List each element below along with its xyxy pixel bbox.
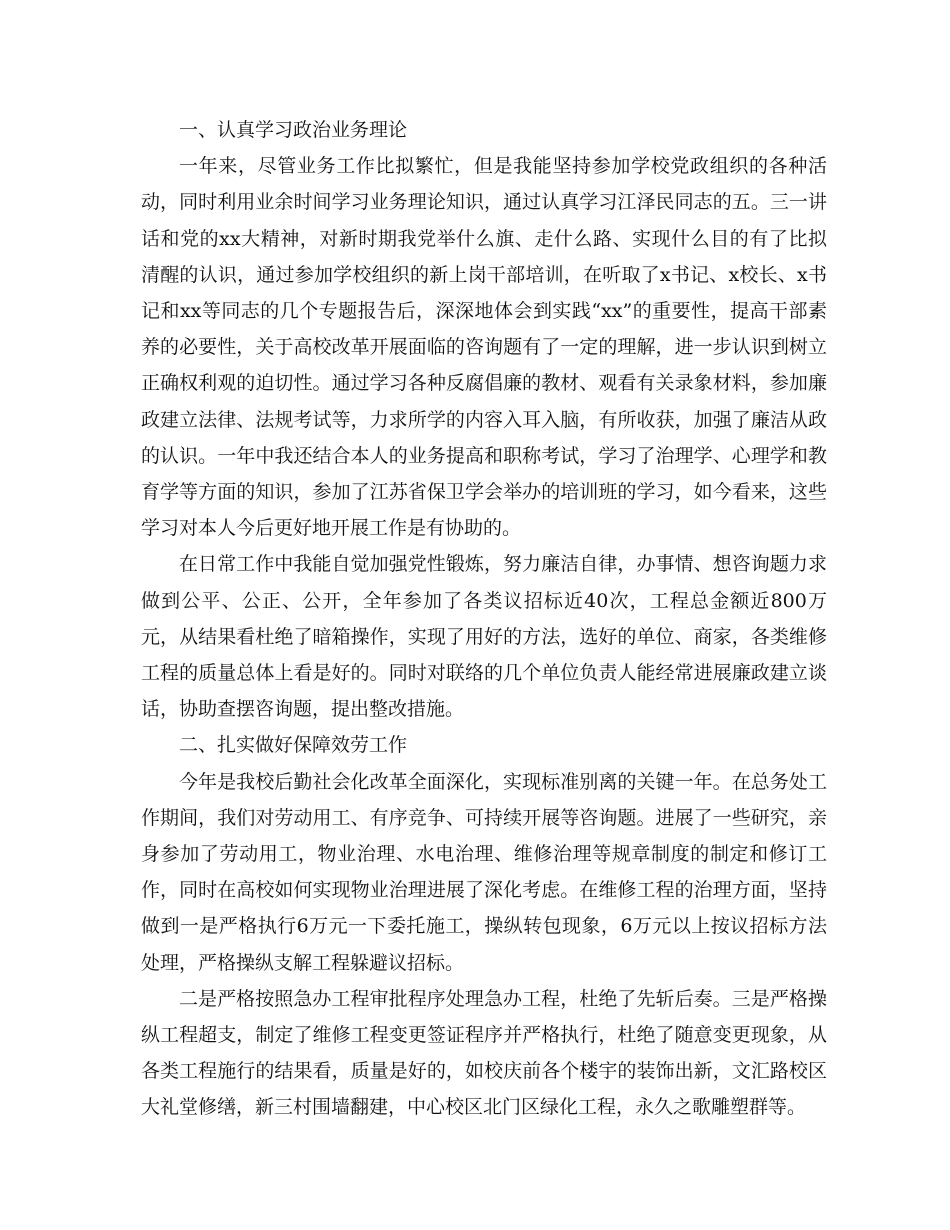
- body-paragraph: 二是严格按照急办工程审批程序处理急办工程，杜绝了先斩后奏。三是严格操纵工程超支，制定了维修工程变更签证程序并严格执行，杜绝了随意变更现象，从各类工程施行的结果看，质量是好的，如校庆前各个楼宇的装饰出新，文汇路校区大礼堂修缮，新三村围墙翻建，中心校区北门区绿化工程，永久之歌雕塑群等。: [141, 987, 827, 1119]
- section-heading-1: 一、认真学习政治业务理论: [179, 119, 408, 141]
- document-body: [141, 112, 827, 1126]
- body-paragraph: 一年来，尽管业务工作比拟繁忙，但是我能坚持参加学校党政组织的各种活动，同时利用业余时间学习业务理论知识，通过认真学习江泽民同志的五。三一讲话和党的xx大精神，对新时期我党举什么旗、走什么路、实现什么目的有了比拟清醒的认识，通过参加学校组织的新上岗干部培训，在听取了x书记、x校长、x书记和xx等同志的几个专题报告后，深深地体会到实践“xx”的重要性，提高干部素养的必要性，关于高校改革开展面临的咨询题有了一定的理解，进一步认识到树立正确权利观的迫切性。通过学习各种反腐倡廉的教材、观看有关录象材料，参加廉政建立法律、法规考试等，力求所学的内容入耳入脑，有所收获，加强了廉洁从政的认识。一年中我还结合本人的业务提高和职称考试，学习了治理学、心理学和教育学等方面的知识，参加了江苏省保卫学会举办的培训班的学习，如今看来，这些学习对本人今后更好地开展工作是有协助的。: [141, 155, 827, 540]
- section-heading-2: 二、扎实做好保障效劳工作: [179, 734, 408, 757]
- body-paragraph: 今年是我校后勤社会化改革全面深化，实现标准别离的关键一年。在总务处工作期间，我们对劳动用工、有序竞争、可持续开展等咨询题。进展了一些研究，亲身参加了劳动用工，物业治理、水电治理、维修治理等规章制度的制定和修订工作，同时在高校如何实现物业治理进展了深化考虑。在维修工程的治理方面，坚持做到一是严格执行6万元一下委托施工，操纵转包现象，6万元以上按议招标方法处理，严格操纵支解工程躲避议招标。: [141, 770, 827, 974]
- body-paragraph: 在日常工作中我能自觉加强党性锻炼，努力廉洁自律，办事情、想咨询题力求做到公平、公正、公开，全年参加了各类议招标近40次，工程总金额近800万元，从结果看杜绝了暗箱操作，实现了用好的方法，选好的单位、商家，各类维修工程的质量总体上看是好的。同时对联络的几个单位负责人能经常进展廉政建立谈话，协助查摆咨询题，提出整改措施。: [141, 553, 827, 721]
